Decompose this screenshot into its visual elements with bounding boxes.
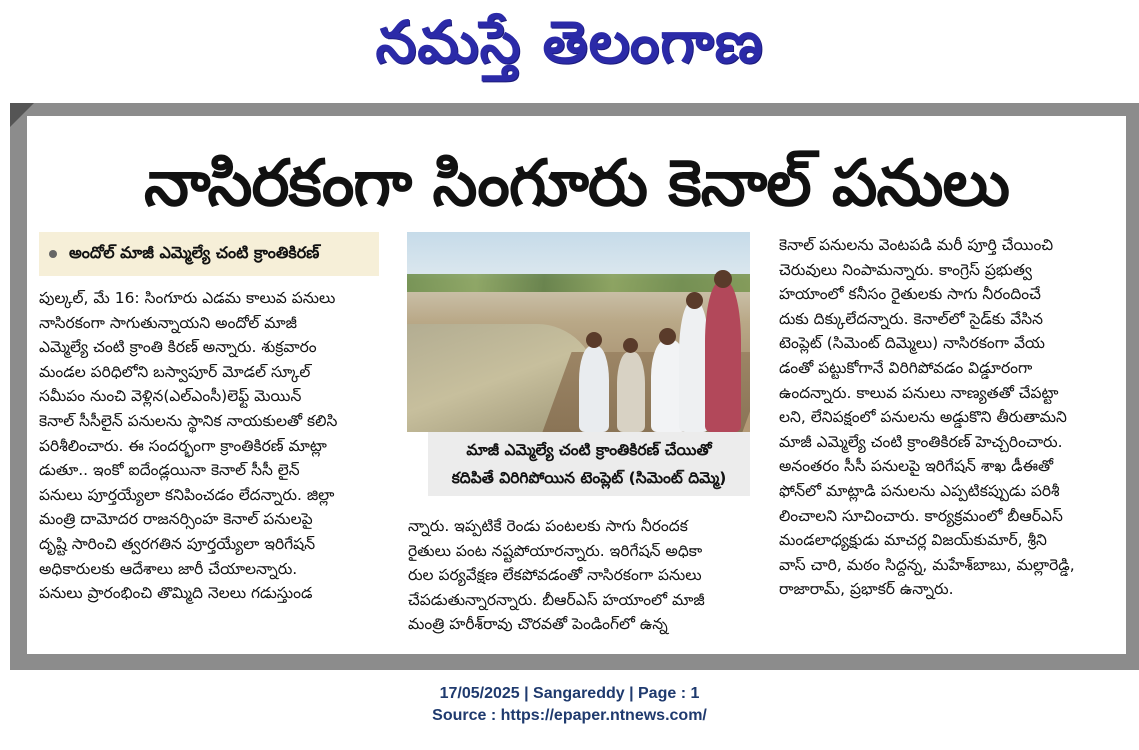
text-line: దుకు దిక్కులేదన్నారు. కెనాల్‌లో సైడ్‌కు వేసిన — [779, 309, 1044, 328]
text-line: న్నారు. ఇప్పటికే రెండు పంటలకు సాగు నీరందక — [408, 517, 688, 535]
photo-person — [579, 346, 609, 432]
text-line: ఉందన్నారు. కాలువ పనులు నాణ్యతతో చేపట్టా — [779, 383, 1059, 402]
text-line: టెంప్లెట్ (సిమెంట్ దిమ్మెలు) నాసిరకంగా వేయ — [779, 334, 1045, 353]
photo-person — [617, 352, 645, 432]
photo-person-head — [659, 328, 676, 345]
masthead — [0, 0, 1139, 86]
text-line: మండల పరిధిలోని బస్వాపూర్ మోడల్ స్కూల్ — [39, 362, 311, 381]
text-line: పనులు ప్రారంభించి తొమ్మిది నెలలు గడుస్తుండ — [39, 584, 313, 603]
article-column-1 — [39, 286, 384, 606]
text-line: అనంతరం సీసీ పనులపై ఇరిగేషన్ శాఖ డీఈతో — [779, 457, 1054, 476]
text-line: మండలాధ్యక్షుడు మాచర్ల విజయ్‌కుమార్, శ్రీని — [779, 531, 1047, 550]
text-line: సమీపం నుంచి వెళ్లిన(ఎల్ఎంసీ)లెఫ్ట్ మెయిన్ — [39, 387, 302, 406]
text-line: హయాంలో కనీసం రైతులకు సాగు నీరందించే — [779, 285, 1041, 304]
text-line: రైతులు పంట నష్టపోయారన్నారు. ఇరిగేషన్ అధికా — [408, 541, 703, 560]
text-line: వాస్ చారి, మఠం సిద్దన్న, మహేశ్‌బాబు, మల్లారెడ్డి, — [779, 555, 1075, 574]
text-line: చేపడుతున్నారన్నారు. బీఆర్ఎస్ హయాంలో మాజీ — [408, 590, 705, 609]
article-column-2 — [408, 514, 750, 637]
text-line: లని, లేనిపక్షంలో పనులను అడ్డుకొని తీరుతామని — [779, 408, 1067, 427]
text-line: రుల పర్యవేక్షణ లేకపోవడంతో నాసిరకంగా పనులు — [408, 566, 702, 585]
article-column-3 — [779, 233, 1119, 602]
text-line: ఫోన్‌లో మాట్లాడి పనులను ఎప్పటికప్పుడు పరిశీ — [779, 481, 1060, 500]
article-headline: నాసిరకంగా సింగూరు కెనాల్ పనులు — [144, 147, 1009, 221]
photo-person-head — [714, 270, 732, 288]
text-line: పనులు పూర్తయ్యేలా కనిపించడం లేదన్నారు. జిల్లా — [39, 485, 335, 504]
text-line: మాజీ ఎమ్మెల్యే చంటి క్రాంతికిరణ్ హెచ్చరించారు. — [779, 432, 1063, 451]
newspaper-logo: నమస్తే తెలంగాణ — [375, 8, 764, 76]
photo-treeline — [407, 274, 750, 292]
edition-info: 17/05/2025 | Sangareddy | Page : 1 — [439, 685, 700, 702]
text-line: దృష్టి సారించి త్వరగతిన పూర్తయ్యేలా ఇరిగేషన్ — [39, 534, 316, 553]
photo-person-head — [686, 292, 703, 309]
bullet-icon — [49, 250, 57, 258]
source-link[interactable]: Source : https://epaper.ntnews.com/ — [432, 707, 707, 724]
text-line: కెనాల్ సీసీలైన్ పనులను స్థానిక నాయకులతో కలిసి — [39, 411, 338, 430]
article-panel — [27, 116, 1126, 654]
photo-person-head — [586, 332, 602, 348]
text-line: కెనాల్ పనులను వెంటపడి మరీ పూర్తి చేయించి — [779, 236, 1054, 254]
text-line: మంత్రి దామోదర రాజనర్సింహ కెనాల్ పనులపై — [39, 510, 313, 529]
text-line: పరిశీలించారు. ఈ సందర్భంగా క్రాంతికిరణ్ మాట్లా — [39, 436, 327, 455]
caption-line: కదిపితే విరిగిపోయిన టెంప్లెట్ (సిమెంట్ దిమ్మె) — [451, 469, 727, 487]
byline-text: అందోల్ మాజీ ఎమ్మెల్యే చంటి క్రాంతికిరణ్ — [69, 242, 320, 262]
text-line: డంతో పట్టుకోగానే విరిగిపోవడం విడ్డూరంగా — [779, 358, 1033, 377]
photo-caption — [428, 432, 750, 496]
page-footer — [0, 683, 1139, 727]
text-line: అధికారులకు ఆదేశాలు జారీ చేయాలన్నారు. — [39, 559, 298, 578]
text-line: పుల్కల్, మే 16: సింగూరు ఎడమ కాలువ పనులు — [39, 289, 336, 307]
news-photo — [407, 232, 750, 432]
text-line: మంత్రి హరీశ్‌రావు చొరవతో పెండింగ్‌లో ఉన్న — [408, 615, 668, 634]
text-line: చెరువులు నింపామన్నారు. కాంగ్రెస్ ప్రభుత్వ — [779, 260, 1032, 279]
photo-person-head — [623, 338, 638, 353]
text-line: లించాలని సూచించారు. కార్యక్రమంలో బీఆర్ఎస్ — [779, 506, 1063, 525]
text-line: డుతూ.. ఇంకో ఐదేండ్లయినా కెనాల్ సీసీ లైన్ — [39, 461, 300, 480]
caption-line: మాజీ ఎమ్మెల్యే చంటి క్రాంతికిరణ్ చేయితో — [466, 441, 712, 459]
photo-person — [705, 282, 741, 432]
byline-box — [39, 232, 379, 276]
text-line: ఎమ్మెల్యే చంటి క్రాంతి కిరణ్ అన్నారు. శుక్రవారం — [39, 338, 317, 357]
text-line: నాసిరకంగా సాగుతున్నాయని అందోల్ మాజీ — [39, 313, 297, 332]
text-line: రాజారామ్, ప్రభాకర్ ఉన్నారు. — [779, 580, 954, 599]
